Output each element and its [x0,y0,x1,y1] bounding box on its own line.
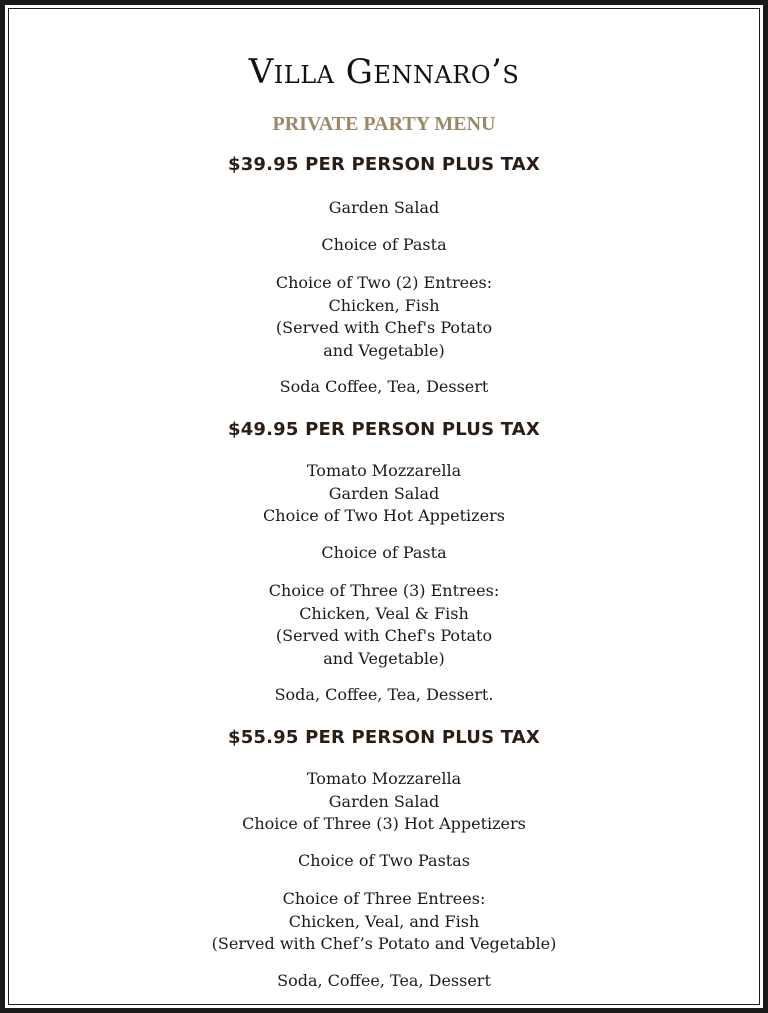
menu-item: Tomato Mozzarella Garden Salad Choice of Two Hot Appetizers [263,461,505,525]
menu-item: Soda, Coffee, Tea, Dessert. [274,685,494,704]
menu-item: Garden Salad [328,198,440,217]
menu-item: Choice of Three Entrees: Chicken, Veal, and Fish (Served with Chef’s Potato and Vegetable) [211,889,557,953]
menu-subtitle: PRIVATE PARTY MENU [272,113,496,135]
package-price-2: $49.95 PER PERSON PLUS TAX [227,419,541,440]
menu-item: Choice of Pasta [321,543,447,562]
menu-item: Choice of Two Pastas [298,851,470,870]
menu-item: Choice of Pasta [321,235,447,254]
menu-item: Choice of Three (3) Entrees: Chicken, Veal & Fish (Served with Chef's Potato and Vegetable) [268,581,500,668]
package-price-3: $55.95 PER PERSON PLUS TAX [227,727,541,748]
menu-item: Soda Coffee, Tea, Dessert [279,377,489,396]
package-price-1: $39.95 PER PERSON PLUS TAX [227,154,541,175]
restaurant-name: Villa Gennaro’s [248,52,520,92]
menu-item: Tomato Mozzarella Garden Salad Choice of Three (3) Hot Appetizers [242,769,526,833]
menu-item: Soda, Coffee, Tea, Dessert [277,971,491,990]
menu-item: Choice of Two (2) Entrees: Chicken, Fish (Served with Chef's Potato and Vegetable) [275,273,493,360]
